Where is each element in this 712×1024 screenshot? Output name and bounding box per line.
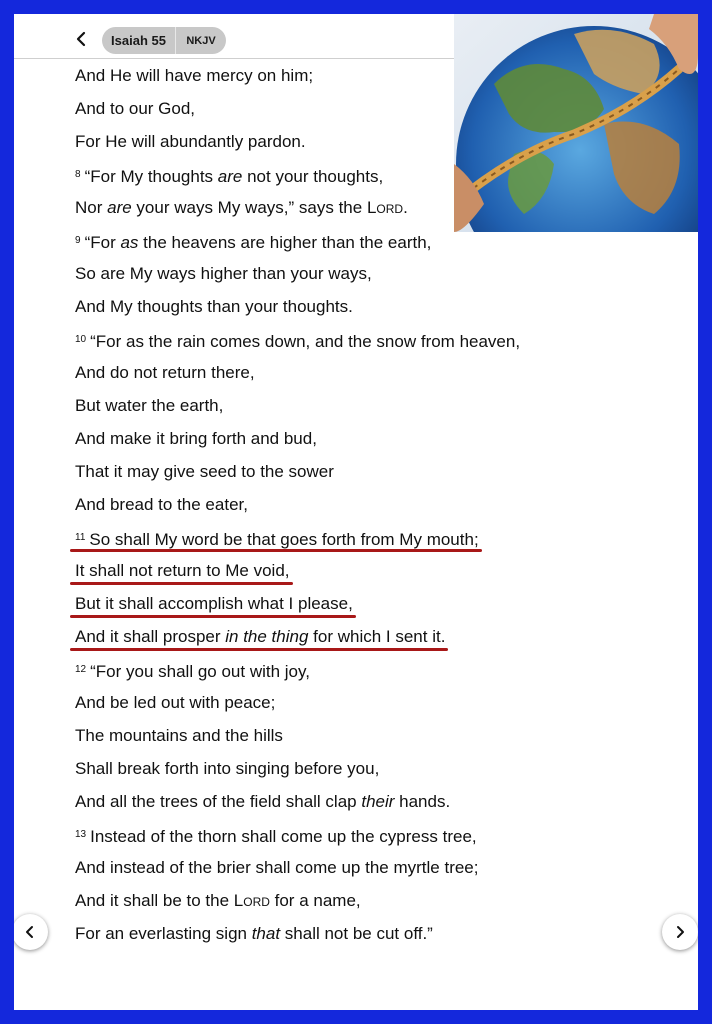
verse-text-run: Lord [233,891,270,910]
verse-line-text [75,332,520,351]
verse-text-run: So are My ways higher than your ways, [75,264,372,283]
verse-line[interactable] [75,587,635,620]
verse-line-text [75,297,353,316]
verse-text-run: for a name, [269,891,361,910]
verse-line[interactable] [75,389,635,422]
verse-line-text [75,924,433,943]
verse-text-run: So shall My word be that goes forth from My mouth; [89,530,479,549]
verse-line-text [75,363,255,382]
verse-text-run: And My thoughts than your thoughts. [75,297,353,316]
verse-line-text [75,530,479,549]
back-button[interactable] [70,28,92,50]
verse-line-text [75,233,431,252]
verse-text-run: And it shall prosper [75,627,226,646]
verse-line[interactable] [75,917,635,950]
verse-line-text [75,198,408,217]
verse-text-run: For an everlasting sign [75,924,252,943]
verse-number: 13 [75,829,87,840]
verse-text-run: The mountains and the hills [75,726,283,745]
verse-line-text [75,495,248,514]
verse-text-run: Shall break forth into singing before you, [75,759,380,778]
verse-text-run: shall not be cut off.” [280,924,433,943]
passage-selector [102,27,226,54]
previous-chapter-button[interactable] [14,914,48,950]
verse-text-run: that [251,924,281,943]
next-chapter-button[interactable] [662,914,698,950]
verse-text-run: not your thoughts, [242,167,384,186]
verse-line[interactable] [75,620,635,653]
verse-line-text [75,462,334,481]
verse-text-run: Nor [75,198,108,217]
verse-line[interactable] [75,785,635,818]
verse-text-run: “For [84,233,121,252]
verse-line[interactable] [75,356,635,389]
verse-line[interactable] [75,422,635,455]
reader-page [14,14,698,1010]
verse-line[interactable] [75,455,635,488]
verse-text-run: And to our God, [75,99,196,118]
verse-text-run: And make it bring forth and bud, [75,429,317,448]
verse-text-run: And bread to the eater, [75,495,248,514]
verse-text-run: “For you shall go out with joy, [90,662,310,681]
highlight-underline [70,582,293,585]
verse-line[interactable] [75,719,635,752]
verse-text-run: And it shall be to the [75,891,234,910]
verse-text-run: It shall not return to Me void, [75,561,290,580]
top-bar [14,14,454,59]
chevron-left-icon [74,31,88,47]
verse-line[interactable] [75,92,635,125]
verse-line-text [75,66,313,85]
verse-line-text [75,891,361,910]
highlight-underline [70,648,448,651]
verse-line[interactable] [75,653,635,686]
verse-line[interactable] [75,290,635,323]
verse-number: 10 [75,334,87,345]
verse-line-text [75,429,317,448]
verse-line[interactable] [75,191,635,224]
verse-line-text [75,132,306,151]
verse-text-run: And all the trees of the field shall clap [75,792,362,811]
verse-text-run: But water the earth, [75,396,224,415]
verse-line[interactable] [75,59,635,92]
verse-line[interactable] [75,554,635,587]
verse-line[interactable] [75,224,635,257]
verse-text-run: But it shall accomplish what I please, [75,594,353,613]
verse-line-text [75,627,445,646]
verse-text-run: are [217,167,243,186]
verse-text-run: hands. [394,792,451,811]
verse-line[interactable] [75,257,635,290]
chapter-text [75,59,635,950]
chevron-right-icon [674,925,686,939]
verse-line[interactable] [75,818,635,851]
verse-line[interactable] [75,521,635,554]
verse-text-run: Lord [366,198,404,217]
verse-text-run: are [107,198,132,217]
verse-line-text [75,792,450,811]
verse-text-run: Instead of the thorn shall come up the cypress tree, [90,827,477,846]
verse-text-run: And instead of the brier shall come up the myrtle tree; [75,858,479,877]
chevron-left-icon [24,925,36,939]
verse-text-run: For He will abundantly pardon. [75,132,306,151]
verse-text-run: their [361,792,395,811]
verse-line[interactable] [75,686,635,719]
verse-line[interactable] [75,125,635,158]
verse-line[interactable] [75,884,635,917]
verse-line[interactable] [75,752,635,785]
verse-line-text [75,759,379,778]
verse-text-run: as [120,233,139,252]
verse-line[interactable] [75,158,635,191]
verse-text-run: in the thing [225,627,309,646]
version-button[interactable]: NKJV [186,34,216,47]
verse-line[interactable] [75,323,635,356]
verse-line-text [75,561,290,580]
verse-text-run: for which I sent it. [308,627,446,646]
verse-line-text [75,99,195,118]
book-chapter-button[interactable]: Isaiah 55 [102,27,176,54]
verse-line-text [75,662,310,681]
verse-text-run: “For as the rain comes down, and the snow from heaven, [90,332,521,351]
verse-line-text [75,858,478,877]
highlight-underline [70,615,356,618]
verse-line[interactable] [75,488,635,521]
verse-text-run: And He will have mercy on him; [75,66,314,85]
verse-number: 9 [75,235,81,246]
verse-text-run: “For My thoughts [84,167,218,186]
verse-number: 8 [75,169,81,180]
verse-text-run: your ways My ways,” says the [131,198,367,217]
highlight-underline [70,549,482,552]
verse-number: 11 [75,532,86,543]
verse-line-text [75,693,275,712]
verse-line-text [75,726,283,745]
verse-text-run: And be led out with peace; [75,693,276,712]
verse-line-text [75,396,223,415]
verse-number: 12 [75,664,87,675]
verse-text-run: That it may give seed to the sower [75,462,334,481]
verse-text-run: the heavens are higher than the earth, [138,233,432,252]
verse-line-text [75,264,372,283]
verse-text-run: . [403,198,408,217]
verse-line[interactable] [75,851,635,884]
verse-line-text [75,167,383,186]
verse-line-text [75,594,353,613]
verse-line-text [75,827,477,846]
verse-text-run: And do not return there, [75,363,255,382]
